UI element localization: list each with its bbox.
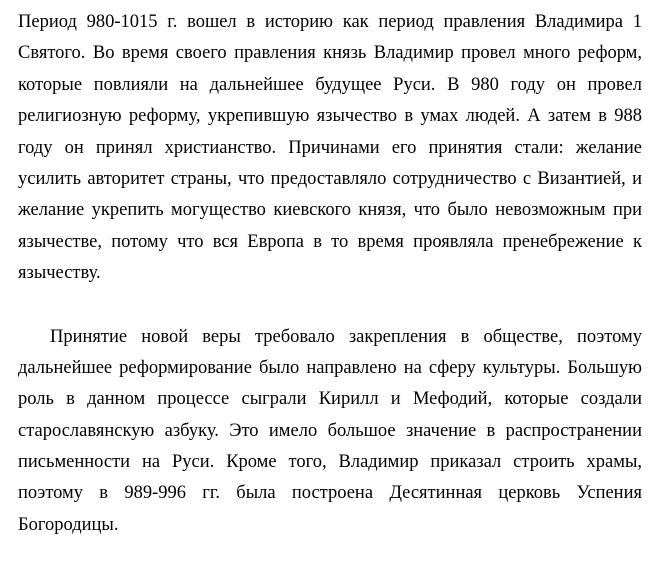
paragraph-line: старославянскую азбуку. Это имело большое значение в распространении: [18, 420, 642, 441]
paragraph-spacer: [18, 290, 642, 322]
paragraph-line: Период 980-1015 г. вошел в историю как период правления Владимира 1: [18, 12, 642, 32]
document-page: [18, 7, 642, 541]
paragraph-line: усилить авторитет страны, что предоставляло сотрудничество с Византией, и: [18, 168, 642, 189]
paragraph-line: поэтому в 989-996 гг. была построена Десятинная церковь Успения: [18, 483, 642, 504]
paragraph-line: дальнейшее реформирование было направлено на сферу культуры. Большую: [18, 357, 642, 378]
paragraph-line: язычеству.: [18, 263, 101, 284]
paragraph-line: роль в данном процессе сыграли Кирилл и Мефодий, которые создали: [18, 389, 642, 410]
paragraph-1: [18, 7, 642, 290]
paragraph-line: язычестве, потому что вся Европа в то время проявляла пренебрежение к: [18, 231, 642, 252]
paragraph-line: Святого. Во время своего правления князь Владимир провел много реформ,: [18, 43, 642, 64]
paragraph-line: году он принял христианство. Причинами его принятия стали: желание: [18, 137, 642, 158]
paragraph-line: желание укрепить могущество киевского князя, что было невозможным при: [18, 200, 642, 221]
paragraph-line: Принятие новой веры требовало закрепления в обществе, поэтому: [50, 326, 642, 347]
paragraph-2: [18, 322, 642, 542]
paragraph-line: письменности на Руси. Кроме того, Владимир приказал строить храмы,: [18, 452, 642, 473]
paragraph-line: которые повлияли на дальнейшее будущее Руси. В 980 году он провел: [18, 74, 642, 95]
paragraph-line: религиозную реформу, укрепившую язычество в умах людей. А затем в 988: [18, 106, 642, 127]
paragraph-line: Богородицы.: [18, 514, 119, 535]
